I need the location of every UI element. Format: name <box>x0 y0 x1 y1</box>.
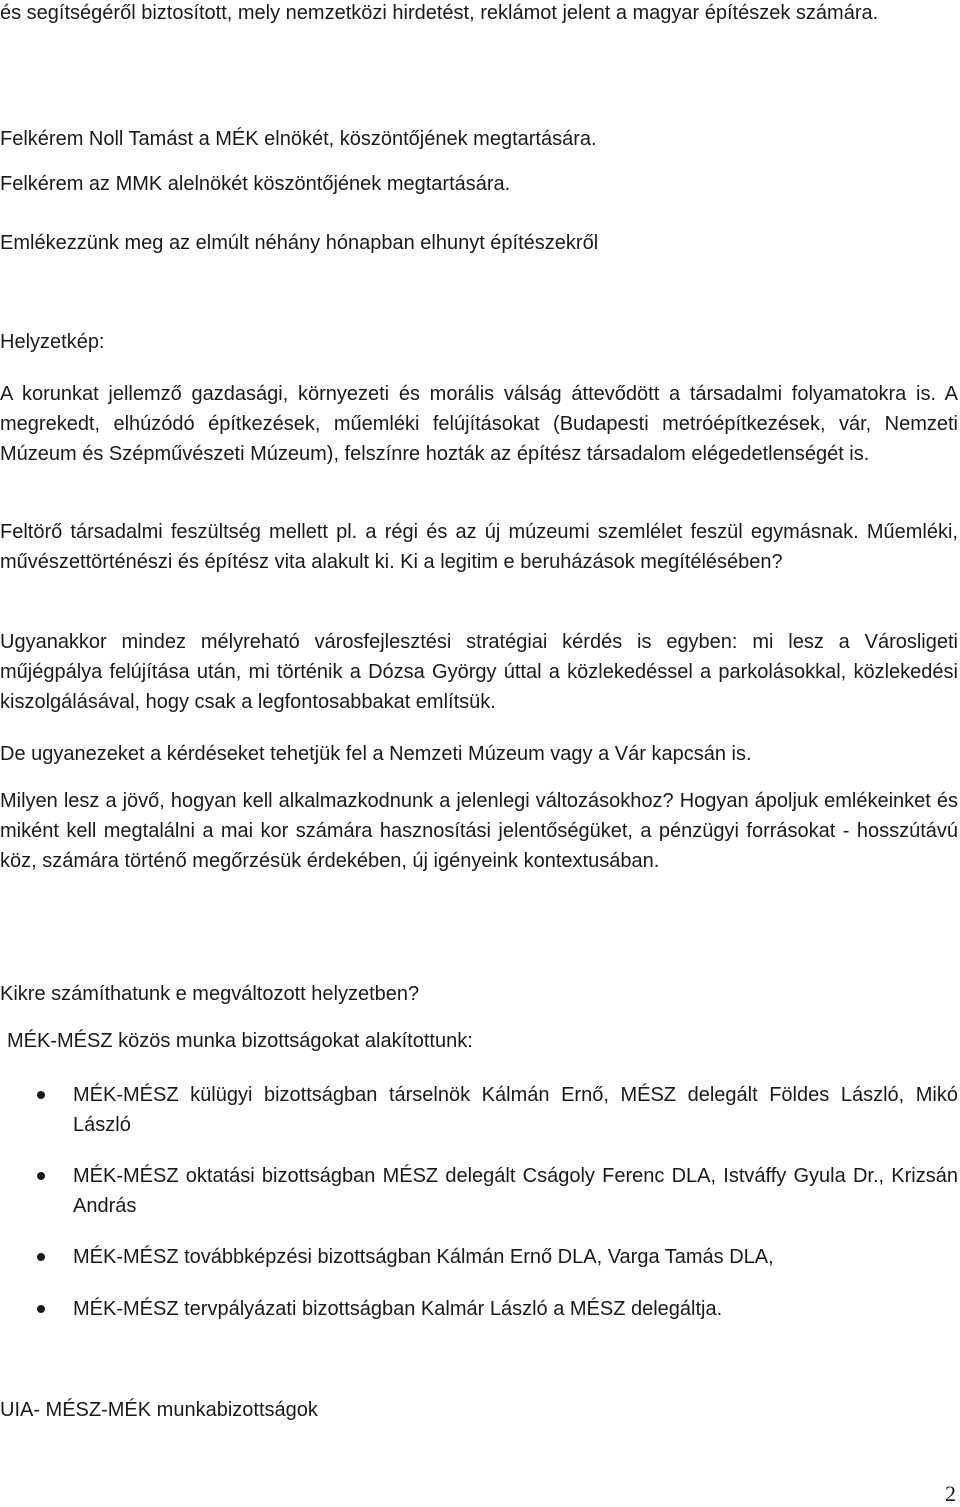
list-item-text: MÉK-MÉSZ továbbképzési bizottságban Kálmán Ernő DLA, Varga Tamás DLA, <box>73 1246 774 1268</box>
paragraph-intro-end: és segítségéről biztosított, mely nemzetközi hirdetést, reklámot jelent a magyar építészek számára. <box>0 2 879 24</box>
paragraph-uia-working-groups: UIA- MÉSZ-MÉK munkabizottságok <box>0 1399 318 1421</box>
paragraph-tension: Feltörő társadalmi feszültség mellett pl. a régi és az új múzeumi szemlélet feszül egymásnak. Műemléki, művészettörténészi és építész vita alakult ki. Ki a legitim e beruházások megítélésében? <box>0 521 958 573</box>
bullet-icon <box>37 1253 45 1261</box>
paragraph-future: Milyen lesz a jövő, hogyan kell alkalmazkodnunk a jelenlegi változásokhoz? Hogyan ápoljuk emlékeinket és miként kell megtalálni a mai kor számára hasznosítási jelentőségüket, a pénzügyi forrásokat - hosszútávú köz, számára történő megőrzésük érdekében, új igényeink kontextusában. <box>0 790 958 872</box>
bullet-icon <box>37 1091 45 1099</box>
paragraph-mmk-greeting: Felkérem az MMK alelnökét köszöntőjének megtartására. <box>0 173 511 195</box>
paragraph-who-to-count-on: Kikre számíthatunk e megváltozott helyzetben? <box>0 983 420 1005</box>
bullet-icon <box>37 1305 45 1313</box>
paragraph-remembrance: Emlékezzünk meg az elmúlt néhány hónapban elhunyt építészekről <box>0 232 599 254</box>
heading-helyzetkep: Helyzetkép: <box>0 331 105 353</box>
paragraph-committees-intro: MÉK-MÉSZ közös munka bizottságokat alakítottunk: <box>7 1030 473 1052</box>
paragraph-urban-strategy: Ugyanakkor mindez mélyreható városfejlesztési stratégiai kérdés is egyben: mi lesz a Városligeti műjégpálya felújítása után, mi történik a Dózsa György úttal a közlekedéssel a parkolásokkal, közlekedési kiszolgálásával, hogy csak a legfontosabbakat említsük. <box>0 631 958 713</box>
paragraph-crisis: A korunkat jellemző gazdasági, környezeti és morális válság áttevődött a társadalmi folyamatokra is. A megrekedt, elhúzódó építkezések, műemléki felújításokat (Budapesti metróépítkezések, vár, Nemzeti Múzeum és Szépművészeti Múzeum), felszínre hozták az építész társadalom elégedetlenségét is. <box>0 383 958 465</box>
list-item-text: MÉK-MÉSZ tervpályázati bizottságban Kalmár László a MÉSZ delegáltja. <box>73 1298 723 1320</box>
page-number: 2 <box>945 1481 956 1506</box>
bullet-icon <box>37 1172 45 1180</box>
paragraph-noll-greeting: Felkérem Noll Tamást a MÉK elnökét, köszöntőjének megtartására. <box>0 128 597 150</box>
list-item-text: MÉK-MÉSZ oktatási bizottságban MÉSZ delegált Cságoly Ferenc DLA, Istváffy Gyula Dr., Krizsán András <box>73 1165 958 1217</box>
list-item-text: MÉK-MÉSZ külügyi bizottságban társelnök Kálmán Ernő, MÉSZ delegált Földes László, Mikó László <box>73 1084 958 1136</box>
paragraph-museum-castle: De ugyanezeket a kérdéseket tehetjük fel a Nemzeti Múzeum vagy a Vár kapcsán is. <box>0 743 752 765</box>
